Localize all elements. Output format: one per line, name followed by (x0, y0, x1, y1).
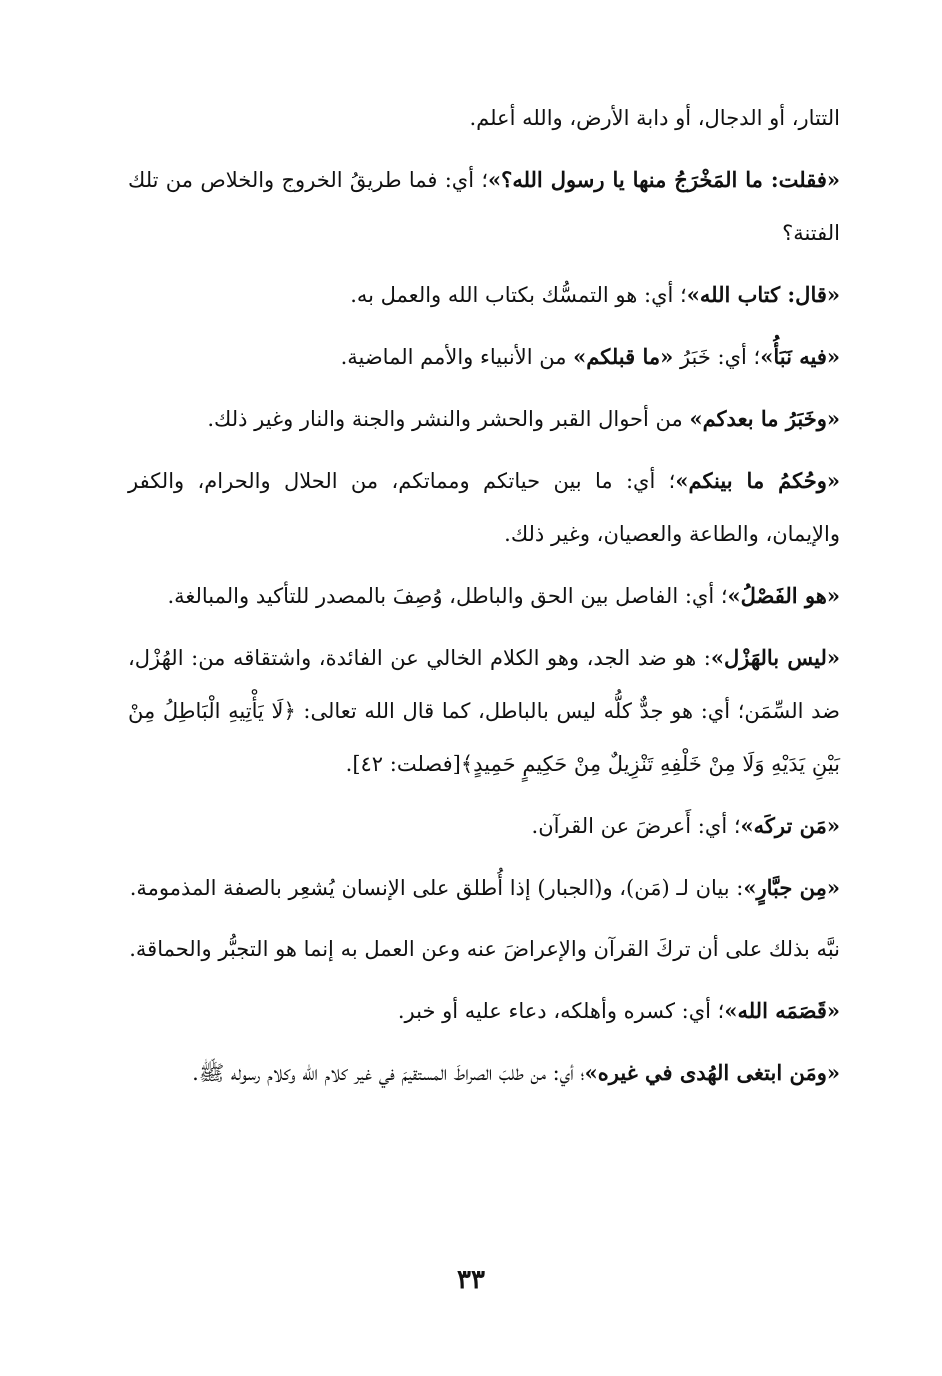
paragraph-1 (128, 92, 840, 145)
paragraph-6 (128, 454, 840, 561)
text-run: ؛ أي: الفاصل بين الحق والباطل، وُصِفَ بالمصدر للتأكيد والمبالغة. (167, 584, 728, 608)
paragraph-9 (128, 799, 840, 853)
hadith-quote: «قَصَمَه الله» (724, 998, 840, 1023)
text-run: ؛ أي: من طلبَ الصراطَ المستقيمَ في غير كلام الله وكلام رسوله ﷺ. (192, 1061, 585, 1085)
text-run: من الأنبياء والأمم الماضية. (340, 345, 574, 369)
text-run: ؛ أي: أَعرضَ عن القرآن. (531, 814, 741, 838)
text-run: : بيان لـ (مَن)، و(الجبار) إذا أُطلق على الإنسان يُشعِر بالصفة المذمومة. (129, 876, 744, 900)
paragraph-12 (128, 984, 840, 1038)
paragraph-5 (128, 392, 840, 446)
hadith-quote: «وخَبَرُ ما بعدكم» (689, 406, 840, 431)
paragraph-13 (128, 1046, 840, 1100)
paragraph-11 (128, 923, 840, 976)
hadith-quote: «هو الفَصْلُ» (727, 583, 840, 608)
page-number: ٣٣ (457, 1265, 485, 1295)
hadith-quote: «ومَن ابتغى الهُدى في غيره» (584, 1060, 840, 1085)
hadith-quote: «ما قبلكم» (573, 344, 674, 369)
text-run: ؛ أي: هو التمسُّك بكتاب الله والعمل به. (350, 283, 687, 307)
paragraph-2 (128, 153, 840, 260)
text-run: نبَّه بذلك على أن تركَ القرآن والإعراضَ عنه وعن العمل به إنما هو التجبُّر والحماقة. (129, 937, 840, 961)
text-run: ؛ أي: ما بين حياتكم ومماتكم، من الحلال والحرام، والكفر والإيمان، والطاعة والعصيان، وغير ذلك. (128, 469, 840, 546)
hadith-quote: «وحُكمُ ما بينكم» (675, 468, 840, 493)
paragraph-3 (128, 268, 840, 322)
text-run: التتار، أو الدجال، أو دابة الأرض، والله أعلم. (469, 106, 840, 130)
paragraph-8 (128, 631, 840, 791)
text-run: ؛ أي: خَبَرُ (673, 345, 761, 369)
paragraph-10 (128, 861, 840, 915)
hadith-quote: «قال: كتاب الله» (686, 282, 840, 307)
paragraph-4 (128, 330, 840, 384)
text-run: : هو ضد الجد، وهو الكلام الخالي عن الفائدة، واشتقاقه من: الهُزْل، ضد السِّمَن؛ أي: هو جدٌّ كلُّه ليس بالباطل، كما قال الله تعالى: (128, 646, 840, 723)
hadith-quote: «ليس بالهَزْل» (710, 645, 840, 670)
page-body (128, 92, 840, 1108)
hadith-quote: «فيه نَبَأُ» (760, 344, 840, 369)
paragraph-7 (128, 569, 840, 623)
text-run: من أحوال القبر والحشر والنشر والجنة والنار وغير ذلك. (207, 407, 690, 431)
hadith-quote: «مِن جبَّارٍ» (743, 875, 840, 900)
text-run: ؛ أي: فما طريقُ الخروج والخلاص من تلك الفتنة؟ (128, 168, 840, 245)
text-run: ؛ أي: كسره وأهلكه، دعاء عليه أو خبر. (397, 999, 725, 1023)
hadith-quote: «فقلت: ما المَخْرَجُ منها يا رسول الله؟» (488, 167, 840, 192)
verse-reference: [فصلت: ٤٢]. (345, 752, 461, 776)
quran-verse: ﴿لَا يَأْتِيهِ الْبَاطِلُ مِنْ بَيْنِ يَدَيْهِ وَلَا مِنْ خَلْفِهِ تَنْزِيلٌ مِنْ حَكِيمٍ حَمِيدٍ﴾ (128, 699, 840, 776)
hadith-quote: «مَن تركَه» (740, 813, 840, 838)
